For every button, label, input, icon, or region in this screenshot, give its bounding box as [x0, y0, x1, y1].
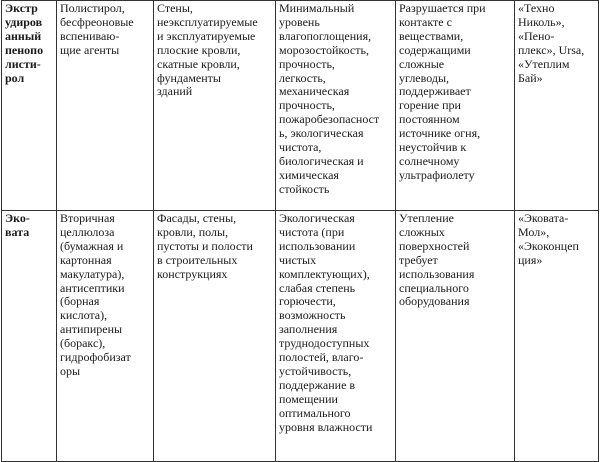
text-line: поверхностей: [399, 238, 470, 253]
text-line: пустоты и полости: [157, 238, 253, 253]
text-line: чистых: [279, 252, 317, 267]
text-line: неэксплуатируемые: [157, 14, 258, 29]
text-line: удиров: [5, 14, 43, 29]
text-line: чистота (при: [279, 224, 345, 239]
text-line: Экстр: [5, 2, 38, 15]
text-line: зданий: [157, 84, 193, 99]
text-line: Эко-: [5, 212, 30, 225]
text-line: горючести,: [279, 294, 336, 309]
text-line: комплектующих),: [279, 266, 370, 281]
text-line: целлюлоза: [60, 224, 115, 239]
text-line: Стены,: [157, 2, 193, 15]
text-line: использовании: [279, 238, 356, 253]
text-line: Бай»: [518, 70, 543, 85]
text-line: возможность: [279, 308, 346, 323]
text-line: «Техно: [518, 2, 555, 15]
text-line: антипирены: [60, 322, 123, 337]
text-line: в строительных: [157, 252, 238, 267]
text-line: пенопо: [5, 42, 44, 57]
text-line: и эксплуатируемые: [157, 28, 256, 43]
text-line: углеводы,: [399, 70, 450, 85]
text-line: плоские кровли,: [157, 42, 241, 57]
text-line: макулатура),: [60, 266, 125, 281]
text-line: горение при: [399, 98, 461, 113]
cell-material-name: [2, 211, 57, 462]
text-line: источнике огня,: [399, 126, 481, 141]
text-line: постоянном: [399, 112, 460, 127]
text-line: поддерживает: [399, 84, 471, 99]
text-line: пожаробезопасност: [279, 112, 380, 127]
text-line: помещении: [279, 391, 338, 406]
text-line: (боракс),: [60, 336, 106, 351]
text-line: неустойчив к: [399, 140, 467, 155]
text-line: веществами,: [399, 28, 464, 43]
text-line: (борная: [60, 294, 100, 309]
text-line: «Утеплим: [518, 56, 570, 71]
text-line: рол: [5, 70, 25, 85]
text-line: биологическая и: [279, 153, 364, 168]
text-line: «Экоконцеп: [518, 238, 579, 253]
cell-application: [154, 1, 276, 211]
text-line: оборудования: [399, 294, 470, 309]
text-line: использования: [399, 266, 475, 281]
text-line: щие агенты: [60, 42, 120, 57]
cell-composition: [57, 1, 154, 211]
text-line: прочность,: [279, 98, 335, 113]
text-line: чистота,: [279, 140, 322, 155]
table-row-xps: [2, 1, 599, 211]
text-line: вспениваю-: [60, 28, 120, 43]
text-line: уровень: [279, 14, 320, 29]
cell-disadvantages: [396, 1, 515, 211]
cell-application: [154, 211, 276, 462]
text-line: плекс», Ursa,: [518, 42, 585, 57]
insulation-comparison-table: [1, 0, 599, 462]
text-line: стойкость: [279, 181, 330, 196]
text-line: вата: [5, 224, 30, 239]
text-line: солнечному: [399, 153, 460, 168]
text-line: Минимальный: [279, 2, 355, 15]
text-line: кислота),: [60, 308, 108, 323]
text-line: конструкциях: [157, 266, 228, 281]
text-line: оптимального: [279, 405, 351, 420]
text-line: Николь»,: [518, 14, 565, 29]
cell-material-name: [2, 1, 57, 211]
cell-brands: [515, 211, 599, 462]
cell-brands: [515, 1, 599, 211]
text-line: труднодоступных: [279, 336, 370, 351]
text-line: ь, экологическая: [279, 126, 364, 141]
text-line: картонная: [60, 252, 112, 267]
text-line: устойчивость,: [279, 363, 352, 378]
text-line: (бумажная и: [60, 238, 124, 253]
text-line: «Эковата-: [518, 212, 569, 225]
cell-disadvantages: [396, 211, 515, 462]
text-line: специального: [399, 280, 469, 295]
text-line: антисептики: [60, 280, 125, 295]
text-line: листи-: [5, 56, 41, 71]
cell-advantages: [276, 211, 396, 462]
text-line: механическая: [279, 84, 350, 99]
text-line: Вторичная: [60, 212, 115, 225]
text-line: гидрофобизат: [60, 350, 131, 365]
text-line: влагопоглощения,: [279, 28, 372, 43]
text-line: Мол»,: [518, 224, 550, 239]
text-line: химическая: [279, 167, 339, 182]
text-line: прочность,: [279, 56, 335, 71]
text-line: Утепление: [399, 212, 454, 225]
text-line: заполнения: [279, 322, 338, 337]
text-line: контакте с: [399, 14, 452, 29]
text-line: «Пено-: [518, 28, 555, 43]
cell-composition: [57, 211, 154, 462]
text-line: требует: [399, 252, 438, 267]
text-line: легкость,: [279, 70, 326, 85]
text-line: бесфреоновые: [60, 14, 134, 29]
text-line: уровня влажности: [279, 419, 373, 434]
text-line: скатные кровли,: [157, 56, 240, 71]
text-line: Фасады, стены,: [157, 212, 237, 225]
text-line: кровли, полы,: [157, 224, 229, 239]
text-line: анный: [5, 28, 42, 43]
text-line: ция»: [518, 252, 543, 267]
text-line: Экологическая: [279, 212, 355, 225]
text-line: фундаменты: [157, 70, 221, 85]
table-row-ecowool: [2, 211, 599, 462]
text-line: ультрафиолету: [399, 167, 475, 182]
text-line: Разрушается при: [399, 2, 486, 15]
text-line: поддержание в: [279, 377, 356, 392]
text-line: морозостойкость,: [279, 42, 369, 57]
text-line: оры: [60, 363, 81, 378]
text-line: слабая степень: [279, 280, 356, 295]
text-line: содержащими: [399, 42, 471, 57]
text-line: полостей, влаго-: [279, 350, 364, 365]
cell-advantages: [276, 1, 396, 211]
text-line: Полистирол,: [60, 2, 125, 15]
text-line: сложные: [399, 56, 445, 71]
text-line: сложных: [399, 224, 445, 239]
